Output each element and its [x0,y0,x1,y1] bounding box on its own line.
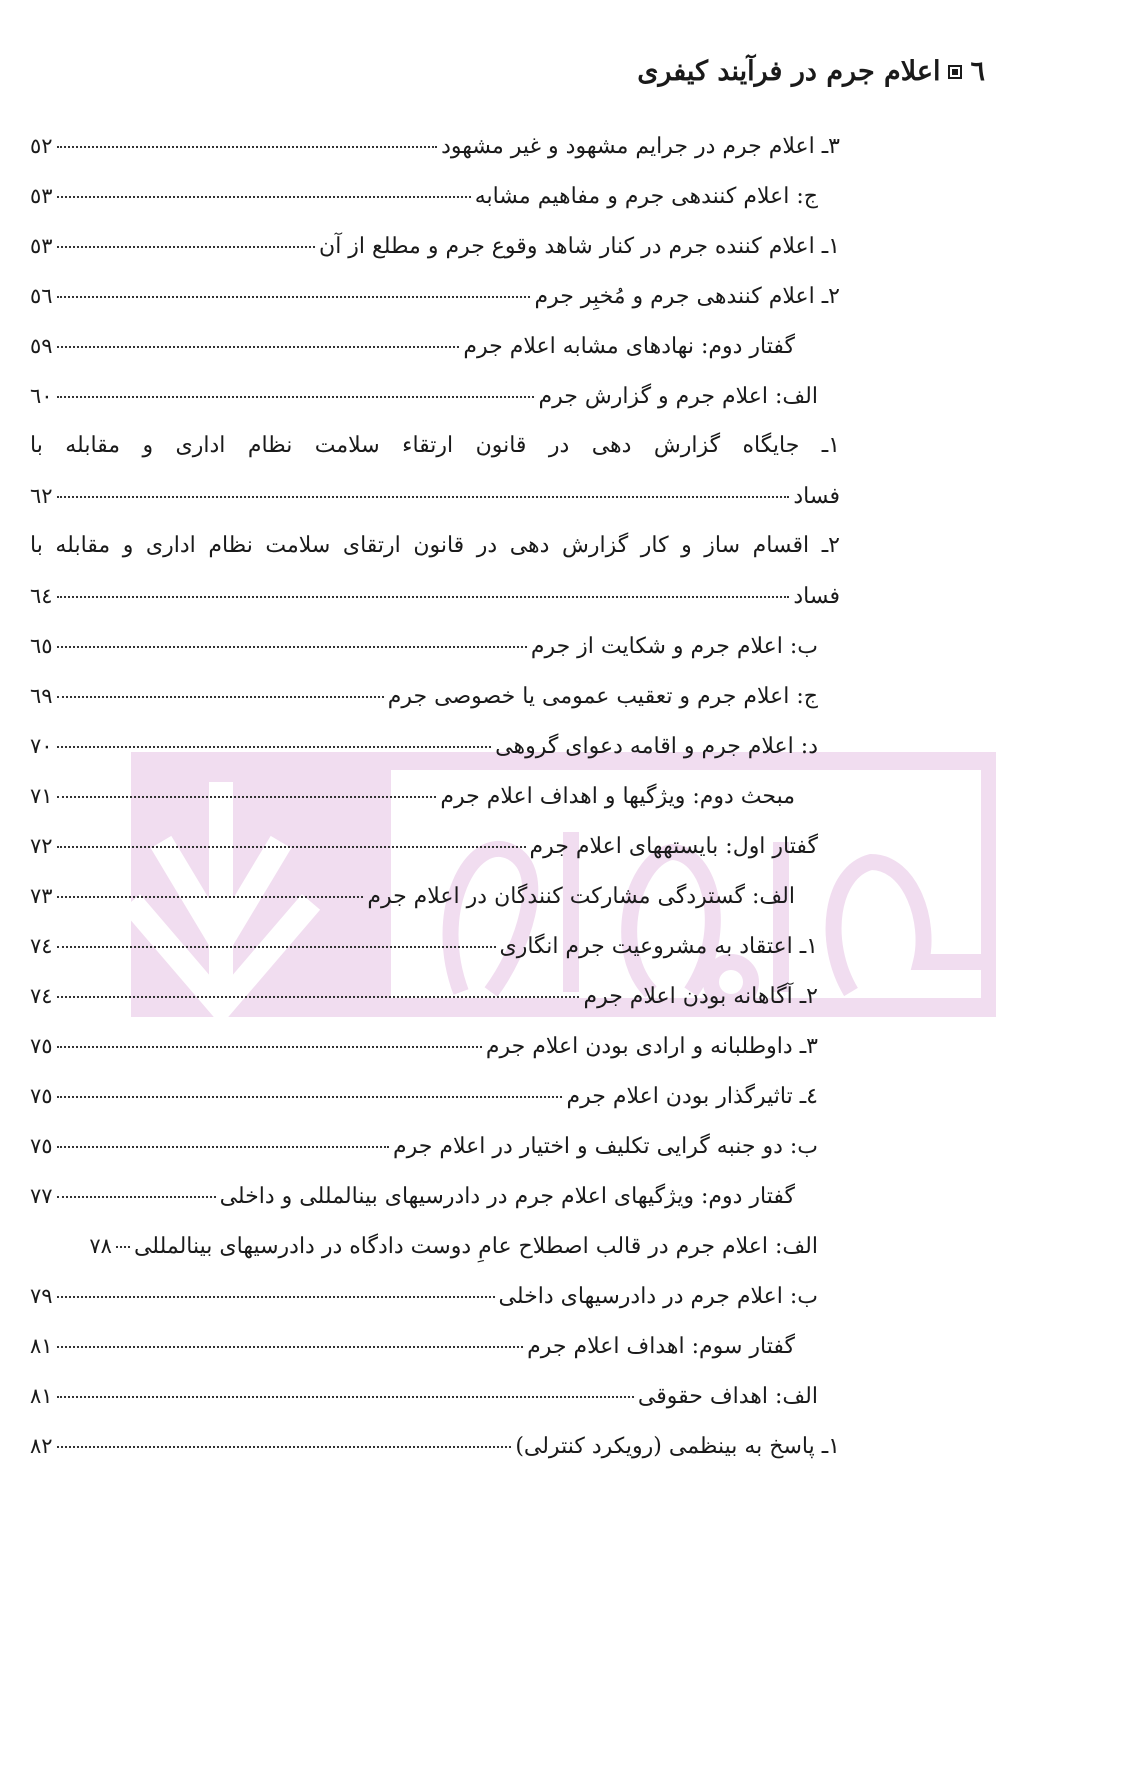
toc-entry-page: ٥٦ [30,284,53,308]
toc-entry-line1[interactable] [30,526,840,566]
toc-entry-title: الف: اهداف حقوقی [637,1384,818,1409]
toc-entry-title: ۱ـ جایگاه گزارش دهی در قانون ارتقاء سلامت نظام اداری و مقابله با [30,433,840,458]
dot-leader [57,896,364,898]
toc-entry-page: ٦٤ [30,584,53,608]
toc-entry-page: ٥٩ [30,334,53,358]
toc-entry-title: الف: گستردگی مشارکت کنندگان در اعلام جرم [367,884,795,909]
toc-entry[interactable] [30,1276,818,1316]
toc-entry-page: ٦٢ [30,484,53,508]
toc-entry-title: ۲ـ اعلام کنندهی جرم و مُخبِر جرم [534,284,840,309]
toc-entry[interactable] [30,276,840,316]
dot-leader [57,696,384,698]
toc-entry[interactable] [30,326,795,366]
toc-entry-title: گفتار دوم: نهادهای مشابه اعلام جرم [463,334,795,359]
toc-entry-title: گفتار اول: بایستههای اعلام جرم [529,834,818,859]
toc-entry-title: ۲ـ آگاهانه بودن اعلام جرم [583,984,818,1009]
toc-entry-page: ٧٧ [30,1184,53,1208]
toc-entry-page: ٨١ [30,1334,53,1358]
dot-leader [57,1396,634,1398]
dot-leader [57,1296,495,1298]
page-number: ٦ [970,56,985,87]
toc-entry[interactable] [30,376,818,416]
toc-entry-title: ج: اعلام جرم و تعقیب عمومی یا خصوصی جرم [387,684,818,709]
dot-leader [57,496,790,498]
toc-entry[interactable] [30,1026,818,1066]
toc-entry-title: الف: اعلام جرم و گزارش جرم [538,384,818,409]
dot-leader [57,646,527,648]
dot-leader [57,396,535,398]
dot-leader [57,796,437,798]
square-bullet-icon [948,65,962,79]
toc-entry-page: ٨٢ [30,1434,53,1458]
toc-entry-page: ٦٥ [30,634,53,658]
dot-leader [57,1446,512,1448]
dot-leader [57,946,496,948]
toc-entry[interactable] [30,826,818,866]
toc-entry-page: ٧٨ [89,1234,112,1258]
toc-entry-page: ٧٩ [30,1284,53,1308]
toc-entry-page: ٥٣ [30,184,53,208]
toc-entry-page: ٧٥ [30,1084,53,1108]
toc-entry[interactable] [30,726,818,766]
toc-entry[interactable] [30,1076,818,1116]
toc-entry[interactable] [30,1126,818,1166]
toc-entry-title: ٤ـ تاثیرگذار بودن اعلام جرم [566,1084,818,1109]
dot-leader [57,1146,389,1148]
toc-entry-line2[interactable] [30,576,840,616]
toc-entry[interactable] [30,1326,795,1366]
dot-leader [57,996,580,998]
toc-entry[interactable] [30,676,818,716]
dot-leader [57,746,492,748]
dot-leader [57,346,460,348]
toc-entry[interactable] [30,226,840,266]
toc-entry-page: ٨١ [30,1384,53,1408]
toc-entry-page: ٥٣ [30,234,53,258]
dot-leader [57,1046,482,1048]
toc-entry-page: ٧٠ [30,734,53,758]
toc-entry-title: ب: اعلام جرم و شکایت از جرم [530,634,818,659]
toc-entry-page: ٧٥ [30,1134,53,1158]
dot-leader [57,846,526,848]
toc-entry[interactable] [30,1226,818,1266]
toc-entry-title: ۲ـ اقسام ساز و کار گزارش دهی در قانون ارتقای سلامت نظام اداری و مقابله با [30,533,840,558]
toc-entry-title: ۱ـ پاسخ به بینظمی (رویکرد کنترلی) [515,1434,840,1459]
toc-entry-page: ٧١ [30,784,53,808]
toc-entry-page: ٥٢ [30,134,53,158]
toc-entry[interactable] [30,1376,818,1416]
toc-entry-title: ۳ـ داوطلبانه و ارادی بودن اعلام جرم [485,1034,818,1059]
toc-entry-page: ٧٤ [30,934,53,958]
toc-entry-page: ٧٥ [30,1034,53,1058]
dot-leader [57,196,471,198]
toc-entry-title: ۳ـ اعلام جرم در جرایم مشهود و غیر مشهود [441,134,840,159]
toc-entry[interactable] [30,876,795,916]
dot-leader [57,596,790,598]
toc-entry-title: گفتار دوم: ویژگیهای اعلام جرم در دادرسیهای بینالمللی و داخلی [219,1184,795,1209]
toc-entry-page: ٦٩ [30,684,53,708]
running-header [637,56,985,87]
running-title: اعلام جرم در فرآیند کیفری [637,56,941,87]
dot-leader [57,296,531,298]
toc-entry-line1[interactable] [30,426,840,466]
toc-entry-line2[interactable] [30,476,840,516]
dot-leader [57,1096,563,1098]
toc-entry-title: ۱ـ اعلام کننده جرم در کنار شاهد وقوع جرم و مطلع از آن [319,234,840,259]
toc-entry[interactable] [30,926,818,966]
toc-entry-page: ٧٣ [30,884,53,908]
toc-entry[interactable] [30,126,840,166]
toc-entry-title: ب: اعلام جرم در دادرسیهای داخلی [498,1284,818,1309]
toc-entry-title: د: اعلام جرم و اقامه دعوای گروهی [495,734,818,759]
dot-leader [57,246,315,248]
dot-leader [116,1246,130,1248]
toc-entry[interactable] [30,976,818,1016]
toc-entry[interactable] [30,776,795,816]
toc-entry-title: مبحث دوم: ویژگیها و اهداف اعلام جرم [440,784,795,809]
toc-entry-continuation: فساد [793,484,840,509]
dot-leader [57,146,438,148]
toc-entry-continuation: فساد [793,584,840,609]
toc-entry-page: ٦٠ [30,384,53,408]
toc-entry[interactable] [30,176,818,216]
dot-leader [57,1196,216,1198]
dot-leader [57,1346,524,1348]
toc-entry-title: ۱ـ اعتقاد به مشروعیت جرم انگاری [499,934,818,959]
toc-entry-title: الف: اعلام جرم در قالب اصطلاح عامِ دوست دادگاه در دادرسیهای بینالمللی [133,1234,818,1259]
toc-entry-page: ٧٤ [30,984,53,1008]
toc-entry[interactable] [30,1176,795,1216]
toc-entry-title: ب: دو جنبه گرایی تکلیف و اختیار در اعلام جرم [392,1134,818,1159]
toc-entry-page: ٧٢ [30,834,53,858]
toc-entry-title: ج: اعلام کنندهی جرم و مفاهیم مشابه [474,184,818,209]
toc-entry-title: گفتار سوم: اهداف اعلام جرم [527,1334,795,1359]
toc-entry[interactable] [30,1426,840,1466]
toc-entry[interactable] [30,626,818,666]
